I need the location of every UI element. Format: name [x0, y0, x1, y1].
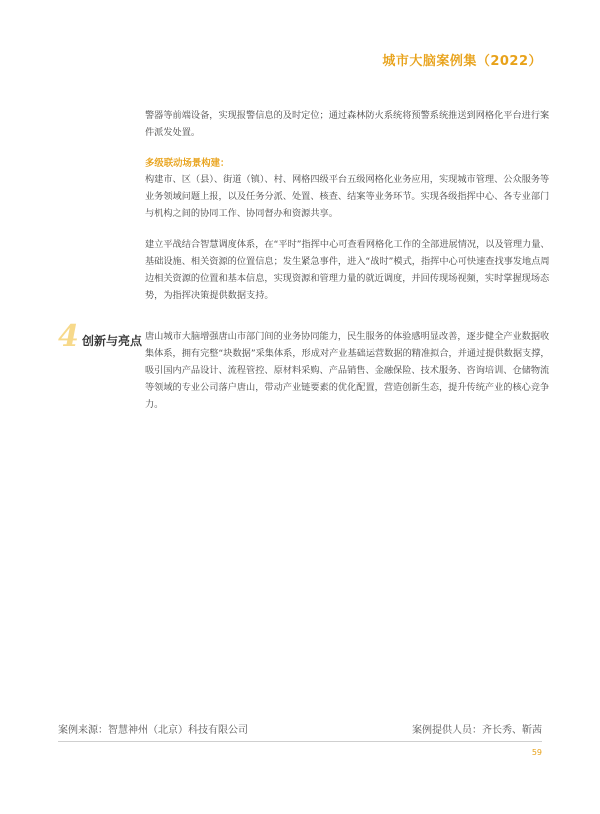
- header-title: 城市大脑案例集（2022）: [382, 54, 542, 69]
- section-heading: [58, 319, 148, 354]
- body-paragraph-1: 警器等前端设备，实现报警信息的及时定位；通过森林防火系统将预警系统推送到网格化平台进行案件派发处置。: [145, 110, 550, 138]
- section-paragraph: 唐山城市大脑增强唐山市部门间的业务协同能力，民生服务的体验感明显改善，逐步健全产业数据收集体系，拥有完整“块数据”采集体系，形成对产业基础运营数据的精准拟合，并通过提供数据支撑，吸引国内产品设计、流程管控、原材料采购、产品销售、金融保险、技术服务、咨询培训、仓储物流等领域的专业公司落户唐山，带动产业链要素的优化配置，营造创新生态，提升传统产业的核心竞争力。: [145, 331, 550, 410]
- case-provider: 案例提供人员：齐长秀、靳茜: [412, 725, 542, 736]
- section-title: 创新与亮点: [82, 334, 143, 348]
- section-number: 4: [58, 319, 79, 354]
- body-paragraph-3: 建立平战结合智慧调度体系，在“平时”指挥中心可查看网格化工作的全部进展情况，以及管理力量、基础设施、相关资源的位置信息；发生紧急事件，进入“战时”模式，指挥中心可快速查找事发地点周边相关资源的位置和基本信息，实现资源和管理力量的就近调度，并回传现场视频，实时掌握现场态势，为指挥决策提供数据支持。: [145, 239, 550, 301]
- page-number: 59: [531, 748, 542, 757]
- case-source: 案例来源：智慧神州（北京）科技有限公司: [58, 725, 248, 736]
- subheading: 多级联动场景构建：: [145, 158, 230, 169]
- footer-divider: [58, 741, 542, 742]
- body-paragraph-2: 构建市、区（县）、街道（镇）、村、网格四级平台五级网格化业务应用，实现城市管理、公众服务等业务领域问题上报，以及任务分派、处置、核查、结案等业务环节。实现各级指挥中心、各专业部门与机构之间的协同工作、协同督办和资源共享。: [145, 174, 550, 219]
